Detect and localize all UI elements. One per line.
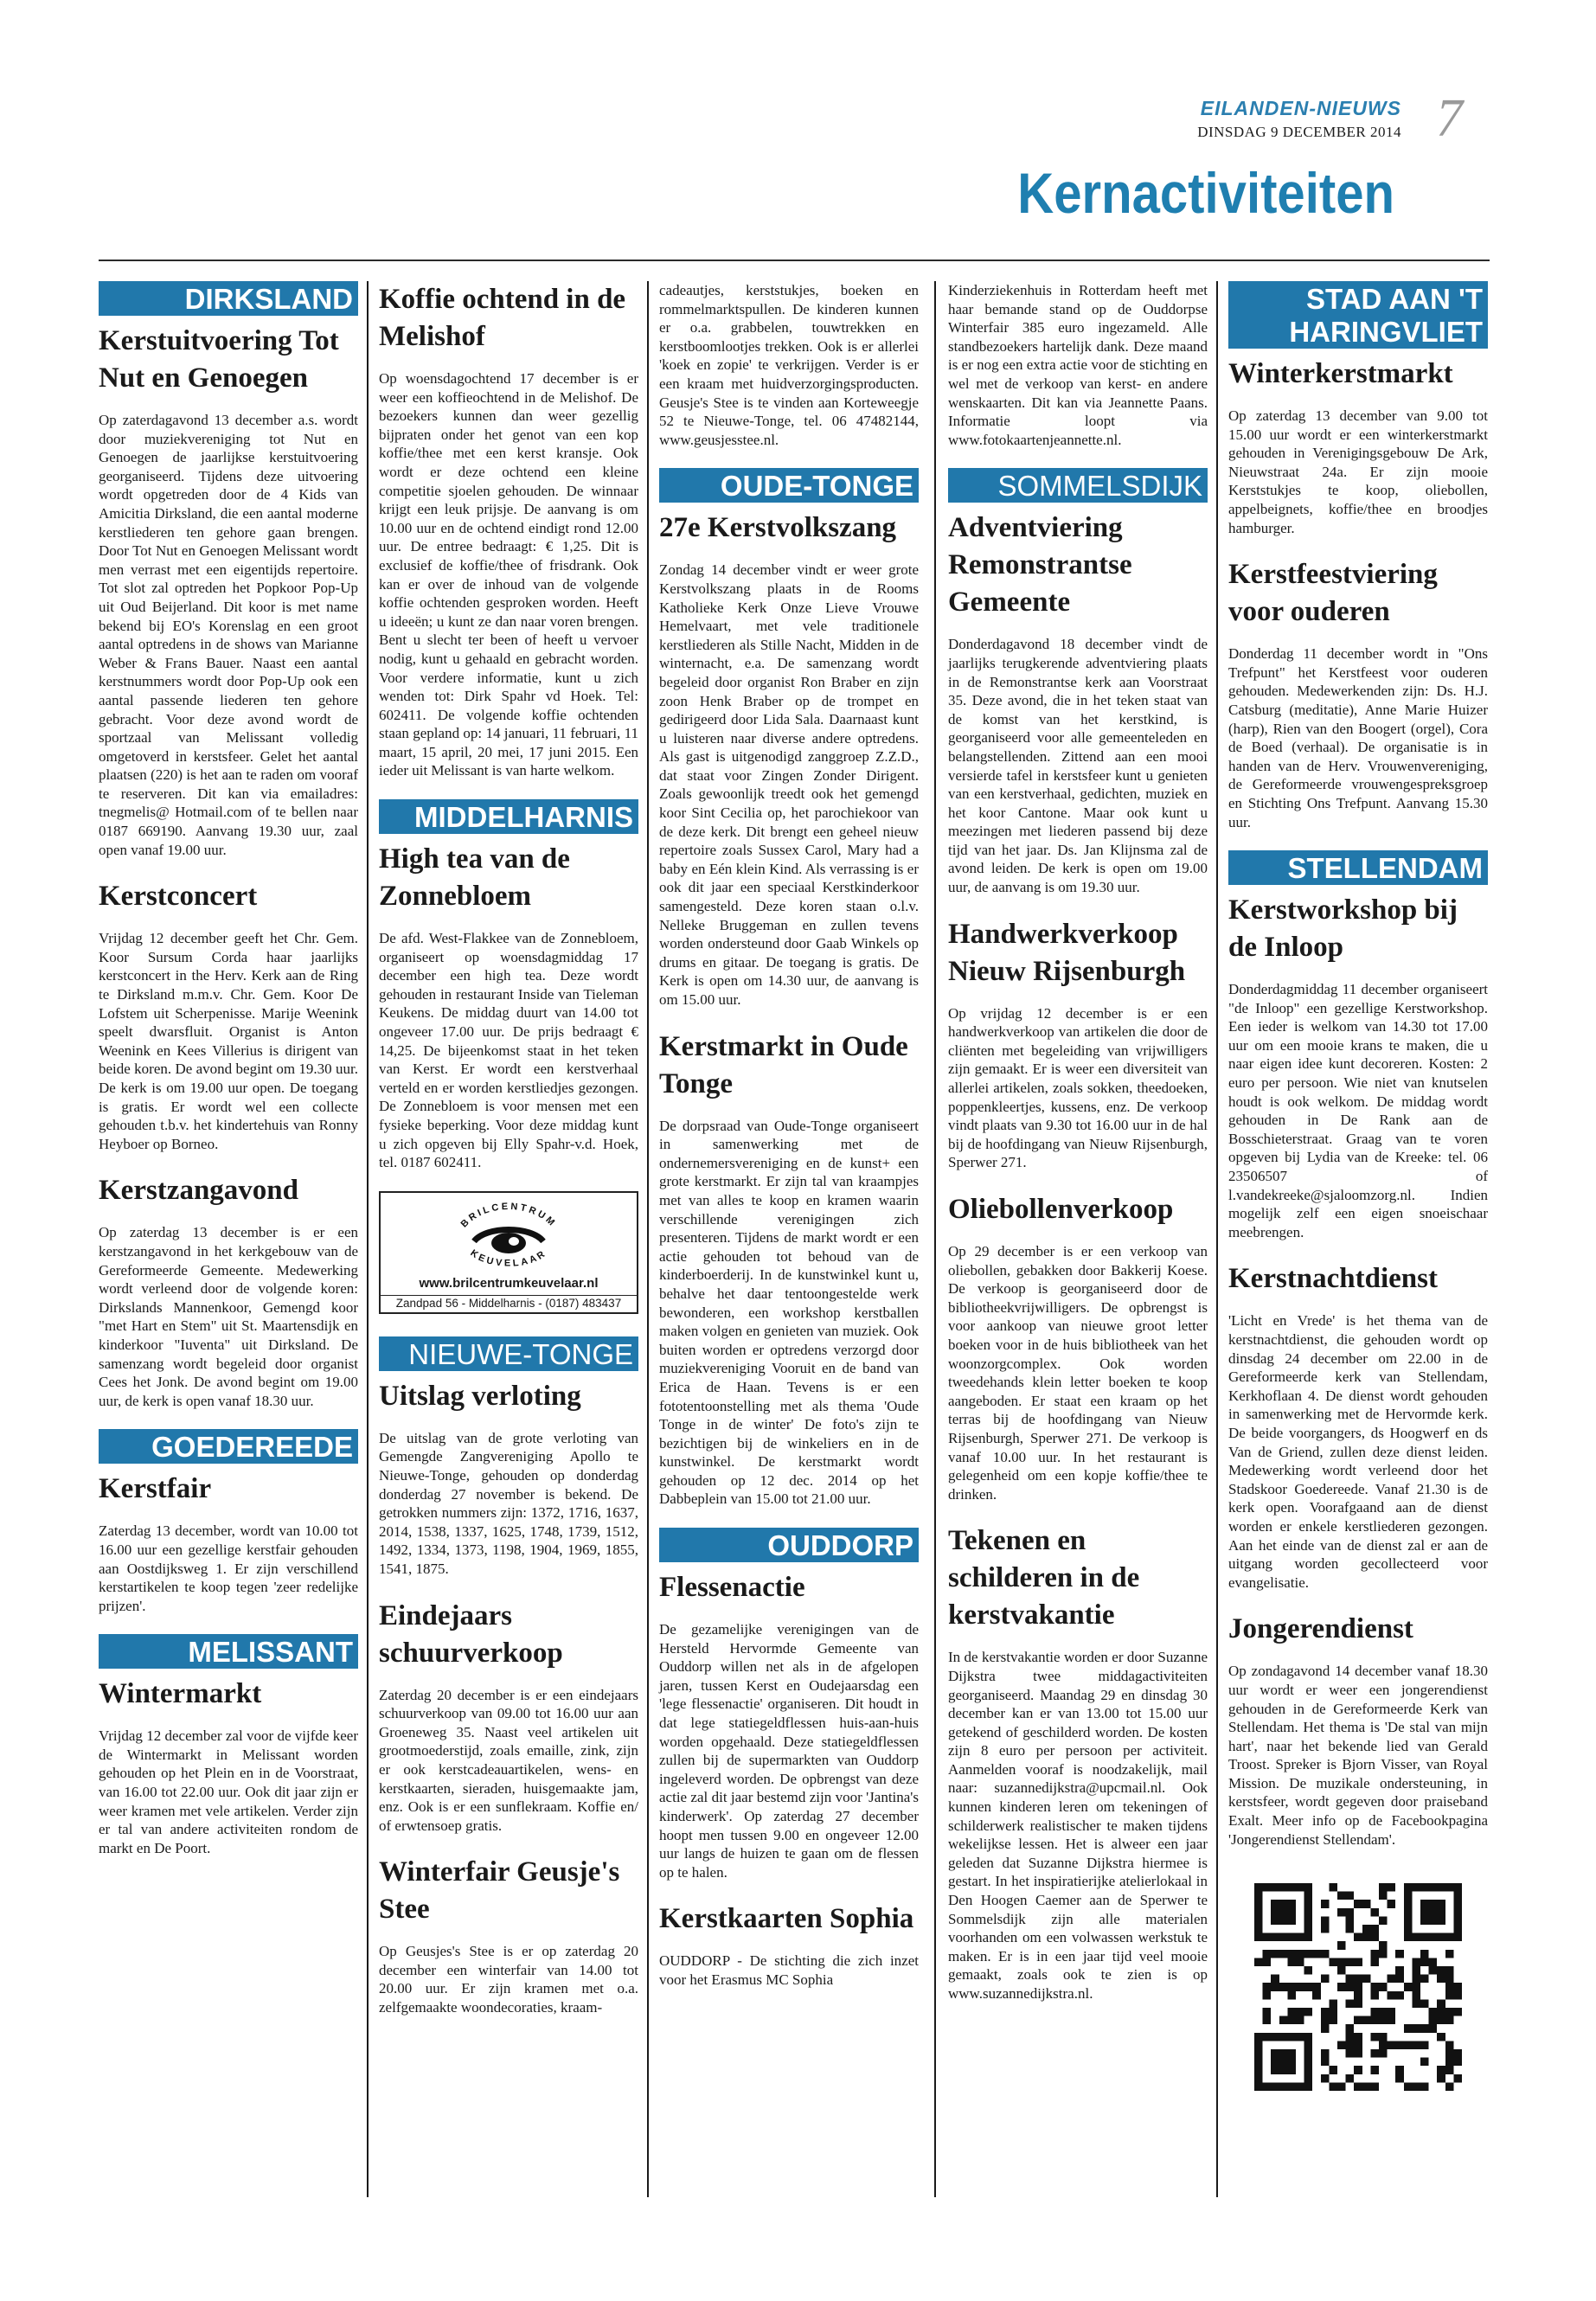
town-band-dirksland: DIRKSLAND (99, 281, 358, 316)
article-heading: Wintermarkt (99, 1678, 262, 1710)
ad-address: Zandpad 56 - Middelharnis - (0187) 483437 (381, 1295, 637, 1310)
town-band-stellendam: STELLENDAM (1228, 850, 1488, 885)
article-body: 'Licht en Vrede' is het thema van de kerstnachtdienst, die gehouden wordt op dinsdag 24 december om 22.00 in de Gereformeerde kerk van Stellendam, Kerkhoflaan 4. De dienst wordt gehouden in samenwerking met de Hervormde kerk. De beide voorgangers, ds Hoogwerf en ds Van de Griend, zullen deze dienst leiden. Medewerking wordt verleend door het Stadskoor Goedereede. Vanaf 21.30 is de kerk open. Voorafgaand aan de dienst worden er enkele kerstliederen gezongen. Aan het einde van de dienst zal er aan de uitgang worden gecollecteerd voor evangelisatie. (1228, 1312, 1488, 1591)
town-band-line: HARINGVLIET (1289, 316, 1483, 348)
article-heading: Adventviering Remonstrantse Gemeente (948, 512, 1132, 619)
svg-text:BRILCENTRUM (459, 1202, 559, 1230)
article-heading: 27e Kerstvolkszang (659, 512, 897, 544)
article-heading: Kerstzangavond (99, 1175, 298, 1207)
ad-logo-bottom-text: KEUVELAAR (468, 1247, 549, 1269)
article-body: De gezamelijke verenigingen van de Hersteld Hervormde Gemeente van Ouddorp willen net als in de afgelopen jaren, tussen Kerst en Oudejaarsdag een 'lege flessenactie' organiseren. Dit houdt in dat lege statiegeldflessen huis-aan-huis worden opgehaald. Deze statiegeldflessen zullen bij de supermarkten van Ouddorp ingeleverd worden. De opbrengst van deze actie zal dit jaar bestemd zijn voor 'Jantina's kinderwerk'. Op zaterdag 27 december hoopt men tussen 9.00 en ongeveer 12.00 uur langs de huizen te gaan om de flessen op te halen. (659, 1621, 919, 1881)
article-body: Vrijdag 12 december zal voor de vijfde keer de Wintermarkt in Melissant worden gehouden op het Plein en in de Voorstraat, van 16.00 tot 22.00 uur. Ook dit jaar zijn er weer kramen met vele artikelen. Verder zijn er tal van andere activiteiten rondom de markt en De Poort. (99, 1727, 358, 1856)
article-heading: Handwerkverkoop Nieuw Rijsenburgh (948, 918, 1186, 987)
town-band-line: STAD AAN 'T (1306, 283, 1483, 315)
article-body: In de kerstvakantie worden er door Suzanne Dijkstra twee middagactiviteiten georganiseerd. Maandag 29 en dinsdag 30 december kan er van 13.00 tot 15.00 uur getekend of geschilderd worden. De kosten zijn 8 euro per persoon per activiteit. Aanmelden vooraf is noodzakelijk, mail naar: suzannedijkstra@upcmail.nl. Ook kunnen kinderen leren om tekeningen of schilderwerk realistischer te maken tijdens wekelijkse lessen. Het is alweer een jaar geleden dat Suzanne Dijkstra hiermee is gestart. In het inspiratierijke atelierlokaal in Den Hoogen Caemer aan de Sperwer te Sommelsdijk zijn alle materialen voorhanden om een volwassen werkstuk te maken. Er is in een jaar tijd veel mooie gemaakt, zoals ook te zien is op www.suzannedijkstra.nl. (948, 1649, 1208, 2002)
section-title: Kernactiviteiten (1017, 161, 1394, 225)
article-heading: Kerstconcert (99, 881, 258, 913)
issue-date: DINSDAG 9 DECEMBER 2014 (1197, 124, 1401, 140)
article-heading: High tea van de Zonnebloem (379, 843, 570, 913)
column-divider (367, 281, 369, 2197)
article-body: Op Geusjes's Stee is er op zaterdag 20 december een winterfair van 14.00 tot 20.00 uur. Er zijn kramen met o.a. zelfgemaakte woondecoraties, kraam- (379, 1943, 638, 2016)
town-band-sommelsdijk: SOMMELSDIJK (948, 468, 1208, 503)
article-heading: Uitslag verloting (379, 1380, 581, 1412)
column-3 (659, 281, 919, 2009)
town-band-middelharnis: MIDDELHARNIS (379, 799, 638, 834)
article-body: cadeautjes, kerststukjes, boeken en rommelmarktspullen. De kinderen kunnen er o.a. grabbelen, touwtrekken en kerstboomlootjes trekken. Ook is er allerlei 'koek en zopie' te verkrijgen. Verder is er een kraam met huidverzorgingsproducten. Geusje's Stee is te vinden aan Korteweegje 52 te Nieuwe-Tonge, tel. 06 47482144, www.geusjesstee.nl. (659, 282, 919, 448)
article-heading: Winterkerstmarkt (1228, 358, 1453, 389)
article-heading: Tekenen en schilderen in de kerstvakantie (948, 1525, 1140, 1631)
town-band-melissant: MELISSANT (99, 1634, 358, 1669)
brilcentrum-advertisement[interactable] (379, 1191, 638, 1314)
ad-logo-top-text: BRILCENTRUM (458, 1201, 559, 1230)
column-4 (948, 281, 1208, 2022)
article-body: De dorpsraad van Oude-Tonge organiseert in samenwerking met de ondernemersvereniging en de kunst+ een grote kerstmarkt. Er zijn tal van kraampjes met van alles te koop en kramen waarin verschillende verenigingen zich presenteren. Tijdens de markt wordt er een actie gehouden tot behoud van de kinderboerderij. In de kunstwinkel kunt u, behalve het daar tentoongestelde werk bewonderen, een workshop kerstballen maken volgen en genieten van muziek. Ook buiten worden er optredens verzorgd door muziekvereniging Vooruit en de band van Erica de Haan. Tevens is er een fototentoonstelling met als thema 'Oude Tonge in de winter' De foto's zijn te bezichtigen bij de winkeliers en in de kunstwinkel. De kerstmarkt wordt gehouden op 12 dec. 2014 op het Dabbeplein van 15.00 tot 21.00 uur. (659, 1117, 919, 1508)
article-body: Vrijdag 12 december geeft het Chr. Gem. Koor Sursum Corda haar jaarlijks kerstconcert in the Herv. Kerk aan de Ring te Dirksland m.m.v. Chr. Gem. Koor De Lofstem uit Scherpenisse. Marije Weenink speelt dwarsfluit. Organist is Anton Weenink en Kees Villerius is dirigent van beide koren. De avond begint om 19.30 uur. De kerk is om 19.00 uur open. De toegang is gratis. Er wordt wel een collecte gehouden t.b.v. het kindertehuis van Ronny Heyboer op Borneo. (99, 930, 358, 1152)
article-heading: Jongerendienst (1228, 1613, 1413, 1645)
town-band-oude-tonge: OUDE-TONGE (659, 468, 919, 503)
article-heading: Kerstuitvoering Tot Nut en Genoegen (99, 325, 339, 394)
article-body: Donderdagavond 18 december vindt de jaarlijks terugkerende adventviering plaats in de Remonstrantse kerk aan Voorstraat 35. Deze avond, die in het teken staat van de komst van het kerstkind, is georganiseerd voor alle gemeenteleden en belangstellenden. Zittend aan een mooi versierde tafel in kerstsfeer kunt u genieten van een kerstverhaal, gedichten, muziek en het koor Cantone. Maar ook kunt u meezingen met liederen passend bij deze tijd van het jaar. Ds. Jan Klijnsma zal de avond leiden. De kerk is open om 19.00 uur, de aanvang is om 19.30 uur. (948, 636, 1208, 896)
article-heading: Kerstkaarten Sophia (659, 1903, 914, 1935)
article-body: De afd. West-Flakkee van de Zonnebloem, organiseert op woensdagmiddag 17 december een high tea. Deze wordt gehouden in restaurant Inside van Tieleman Keukens. De middag duurt van 14.00 tot ongeveer 17.00 uur. De prijs bedraagt € 14,25. De bijeenkomst staat in het teken van Kerst. Er wordt een kerstverhaal verteld en er worden kerstliedjes gezongen. De Zonnebloem is voor mensen met een fysieke beperking. Voor deze middag kunt u zich opgeven bij Elly Spahr-v.d. Hoek, tel. 0187 602411. (379, 930, 638, 1171)
article-body: Op zaterdag 13 december van 9.00 tot 15.00 uur wordt er een winterkerstmarkt gehouden in Verenigingsgebouw De Ark, Nieuwstraat 24a. Er zijn mooie Kerststukjes te koop, oliebollen, appelbeignets, koffie/thee en broodjes hamburger. (1228, 407, 1488, 536)
page-number: 7 (1436, 89, 1463, 148)
article-heading: Kerstmarkt in Oude Tonge (659, 1030, 908, 1099)
ad-url: www.brilcentrumkeuvelaar.nl (419, 1275, 599, 1291)
article-body: Op vrijdag 12 december is er een handwerkverkoop van artikelen die door de cliënten met begeleiding van vrijwilligers zijn gemaakt. Er is weer een diversiteit van allerlei artikelen, zoals sokken, theedoeken, poppenkleertjes, kussens, enz. De verkoop vindt plaats van 9.30 tot 16.00 uur in de hal bij de hoofdingang van Nieuw Rijsenburgh, Sperwer 271. (948, 1004, 1208, 1171)
newspaper-brand: EILANDEN-NIEUWS (1200, 97, 1401, 119)
town-band-stad-aan-t-haringvliet (1228, 281, 1488, 349)
column-divider (1216, 281, 1218, 2197)
article-heading: Kerstnachtdienst (1228, 1263, 1438, 1295)
article-heading: Flessenactie (659, 1572, 805, 1604)
qr-code-icon[interactable] (1254, 1883, 1462, 2091)
town-band-nieuwe-tonge: NIEUWE-TONGE (379, 1336, 638, 1371)
column-2 (379, 281, 638, 2036)
column-5 (1228, 281, 1488, 2095)
article-body: Donderdag 11 december wordt in "Ons Trefpunt" het Kerstfeest voor ouderen gehouden. Medewerkenden zijn: Ds. H.J. Catsburg (meditatie), Anne Marie Huizer (harp), Rien van den Boogert (orgel), Cora de Boed (verhaal). De organisatie is in handen van de Herv. Vrouwenvereniging, de Gereformeerde vrouwengespreksgroep en Stichting Ons Trefpunt. Aanvang 15.30 uur. (1228, 645, 1488, 830)
column-1 (99, 281, 358, 1876)
article-heading: Winterfair Geusje's Stee (379, 1856, 620, 1926)
header-rule (99, 260, 1490, 261)
article-body: Donderdagmiddag 11 december organiseert "de Inloop" een gezellige Kerstworkshop. Een ieder is welkom van 14.30 tot 17.00 uur om een mooie krans te maken, die u naar eigen idee kunt decoreren. Kosten: 2 euro per persoon. Wie niet van knutselen houdt is ook welkom. De middag wordt gehouden in De Rank aan de Bosschieterstraat. Graag van te voren opgeven bij Lydia van de Kreeke: tel. 06 23506507 of l.vandekreeke@sjaloomzorg.nl. Indien mogelijk zelf een eigen snoeischaar meebrengen. (1228, 981, 1488, 1240)
brilcentrum-logo (441, 1198, 576, 1276)
article-body: Op zondagavond 14 december vanaf 18.30 uur wordt er weer een jongerendienst gehouden in de Gereformeerde Kerk van Stellendam. Het thema is 'De stal van mijn hart', naar het bekende lied van Gerald Troost. Spreker is Bjorn Visser, van Royal Mission. De muzikale ondersteuning, in kerstsfeer, wordt gegeven door praiseband Exalt. Meer info op de Facebookpagina 'Jongerendienst Stellendam'. (1228, 1663, 1488, 1848)
column-divider (647, 281, 649, 2197)
article-body: Zaterdag 20 december is er een eindejaars schuurverkoop van 09.00 tot 16.00 uur aan Groeneweg 35. Naast veel artikelen uit grootmoederstijd, zoals emaille, zink, zijn er ook kerstcadeauartikelen, wens- en kerstkaarten, sieraden, huisgemaakte jam, enz. Ook is er een sunflekraam. Koffie en/ of erwtensoep gratis. (379, 1686, 638, 1834)
article-heading: Kerstfeestviering voor ouderen (1228, 559, 1438, 628)
column-divider (934, 281, 936, 2197)
article-body: Op 29 december is er een verkoop van oliebollen, gebakken door Bakkerij Koese. De verkoop is georganiseerd door de bibliotheekvrijwilligers. De opbrengst is voor aankoop van nieuwe groot letter boeken voor in de huis bibliotheek van het woonzorgcomplex. Ook worden tweedehands klein letter boeken te koop aangeboden. Er staat een kraam op het terras bij de hoofdingang van Nieuw Rijsenburgh, Sperwer 271. De verkoop is vanaf 10.00 uur. In het restaurant is gelegenheid om een kopje koffie/thee te drinken. (948, 1243, 1208, 1503)
article-body: Op zaterdag 13 december is er een kerstzangavond in het kerkgebouw van de Gereformeerde Gemeente. Medewerking wordt verleend door de volgende koren: Dirkslands Mannenkoor, Gemengd koor "met Hart en Stem" uit St. Maartensdijk en kinderkoor "Iuventa" uit Dirksland. De samenzang wordt begeleid door organist Cees het Jonk. De avond begint om 19.00 uur, de kerk is open vanaf 18.30 uur. (99, 1224, 358, 1409)
town-band-goedereede: GOEDEREEDE (99, 1429, 358, 1464)
article-body: OUDDORP - De stichting die zich inzet voor het Erasmus MC Sophia (659, 1952, 919, 1988)
article-heading: Eindejaars schuurverkoop (379, 1599, 563, 1669)
article-body: Zondag 14 december vindt er weer grote Kerstvolkszang plaats in de Rooms Katholieke Kerk Onze Lieve Vrouwe Hemelvaart, met vele traditionele kerstliederen als Stille Nacht, Midden in de winternacht, e.a. De samenzang wordt begeleid door organist Ron Braber en zijn zoon Henk Braber op de trompet en gedirigeerd door Lida Sala. Daarnaast kunt u luisteren naar diverse andere optredens. Als gast is uitgenodigd zanggroep Z.Z.D., dat staat voor Zingen Zonder Dirigent. Zoals gewoonlijk treedt ook het gemengd koor Sint Cecilia op, het parochiekoor van de deze kerk. Dit brengt een geheel nieuw repertoire zoals Sussex Carol, Mary had a baby en Eén klein Kind. Als verrassing is er ook dit jaar een speciaal Kerstkinderkoor samengesteld. Deze koren staan o.l.v. Nelleke Bruggeman en zullen tevens worden ondersteund door Gaab Winkels op drums en gitaar. De toegang is gratis. De Kerk is open om 14.30 uur, de aanvang is om 15.00 uur. (659, 561, 919, 1008)
article-heading: Koffie ochtend in de Melishof (379, 284, 626, 352)
article-body: Zaterdag 13 december, wordt van 10.00 tot 16.00 uur een gezellige kerstfair gehouden aan Oostdijksweg 1. Er zijn verschillend kerstartikelen te koop tegen 'zeer redelijke prijzen'. (99, 1522, 358, 1614)
town-band-ouddorp: OUDDORP (659, 1528, 919, 1562)
article-body: De uitslag van de grote verloting van Gemengde Zangvereniging Apollo te Nieuwe-Tonge, gehouden op donderdag donderdag 27 november is bekend. De getrokken nummers zijn: 1372, 1716, 1637, 2014, 1538, 1337, 1625, 1748, 1739, 1512, 1492, 1334, 1373, 1198, 1904, 1969, 1855, 1541, 1875. (379, 1429, 638, 1577)
article-body: Op zaterdagavond 13 december a.s. wordt door muziekvereniging tot Nut en Genoegen de jaarlijkse kerstuitvoering georganiseerd. Tijdens deze uitvoering wordt opgetreden door de 4 Kids van Amicitia Dirksland, die een aantal moderne kerstliederen ten gehore gaan brengen. Door Tot Nut en Genoegen Melissant wordt men verrast met een eigentijds repertoire. Tot slot zal optreden het Popkoor Pop-Up uit Oud Beijerland. Dit koor is met name bekend bij EO's Korenslag en een groot aantal optredens in de shows van Marianne Weber & Frans Bauer. Naast een aantal kerstnummers wordt door Pop-Up ook een aantal passende liederen ten gehore gebracht. Voor deze avond wordt de sportzaal van Melissant volledig omgetoverd in kerstsfeer. Gelet het aantal plaatsen (220) is het aan te raden om vooraf te reserveren. Dit kan via emailadres: tnegmelis@ Hotmail.com of te bellen naar 0187 669190. Aanvang 19.30 uur, zaal open vanaf 19.00 uur. (99, 412, 358, 858)
article-heading: Oliebollenverkoop (948, 1194, 1174, 1225)
article-heading: Kerstworkshop bij de Inloop (1228, 894, 1458, 964)
article-heading: Kerstfair (99, 1473, 212, 1505)
masthead (1168, 97, 1401, 141)
article-body: Kinderziekenhuis in Rotterdam heeft met haar bemande stand op de Ouddorpse Winterfair 385 euro ingezameld. Alle standbezoekers hartelijk dank. Deze maand is er nog een extra actie voor de stichting en wel met de verkoop van kerst- en andere wenskaarten. Dit kan via Jeannette Paans. Informatie loopt via www.fotokaartenjeannette.nl. (948, 282, 1208, 448)
article-body: Op woensdagochtend 17 december is er weer een koffieochtend in de Melishof. De bezoekers kunnen dan weer gezellig bijpraten onder het genot van een kop koffie/thee met een kerst kransje. Ook wordt er deze ochtend een kleine competitie sjoelen gehouden. De winnaar krijgt een leuk prijsje. De aanvang is om 10.00 uur en de ochtend eindigt rond 12.00 uur. De entree bedraagt: € 1,25. Dit is exclusief de koffie/thee of frisdrank. Ook kan er over de inhoud van de volgende koffie ochtenden gesproken worden. Heeft u ideeën; u kunt ze dan naar voren brengen. Bent u slecht ter been of heeft u vervoer nodig, kunt u gehaald en gebracht worden. Voor verdere informatie, kunt u zich wenden tot: Dirk Spahr vd Hoek. Tel: 602411. De volgende koffie ochtenden staan gepland op: 14 januari, 11 februari, 11 maart, 15 april, 20 mei, 17 juni 2015. Een ieder uit Melissant is van harte welkom. (379, 370, 638, 779)
